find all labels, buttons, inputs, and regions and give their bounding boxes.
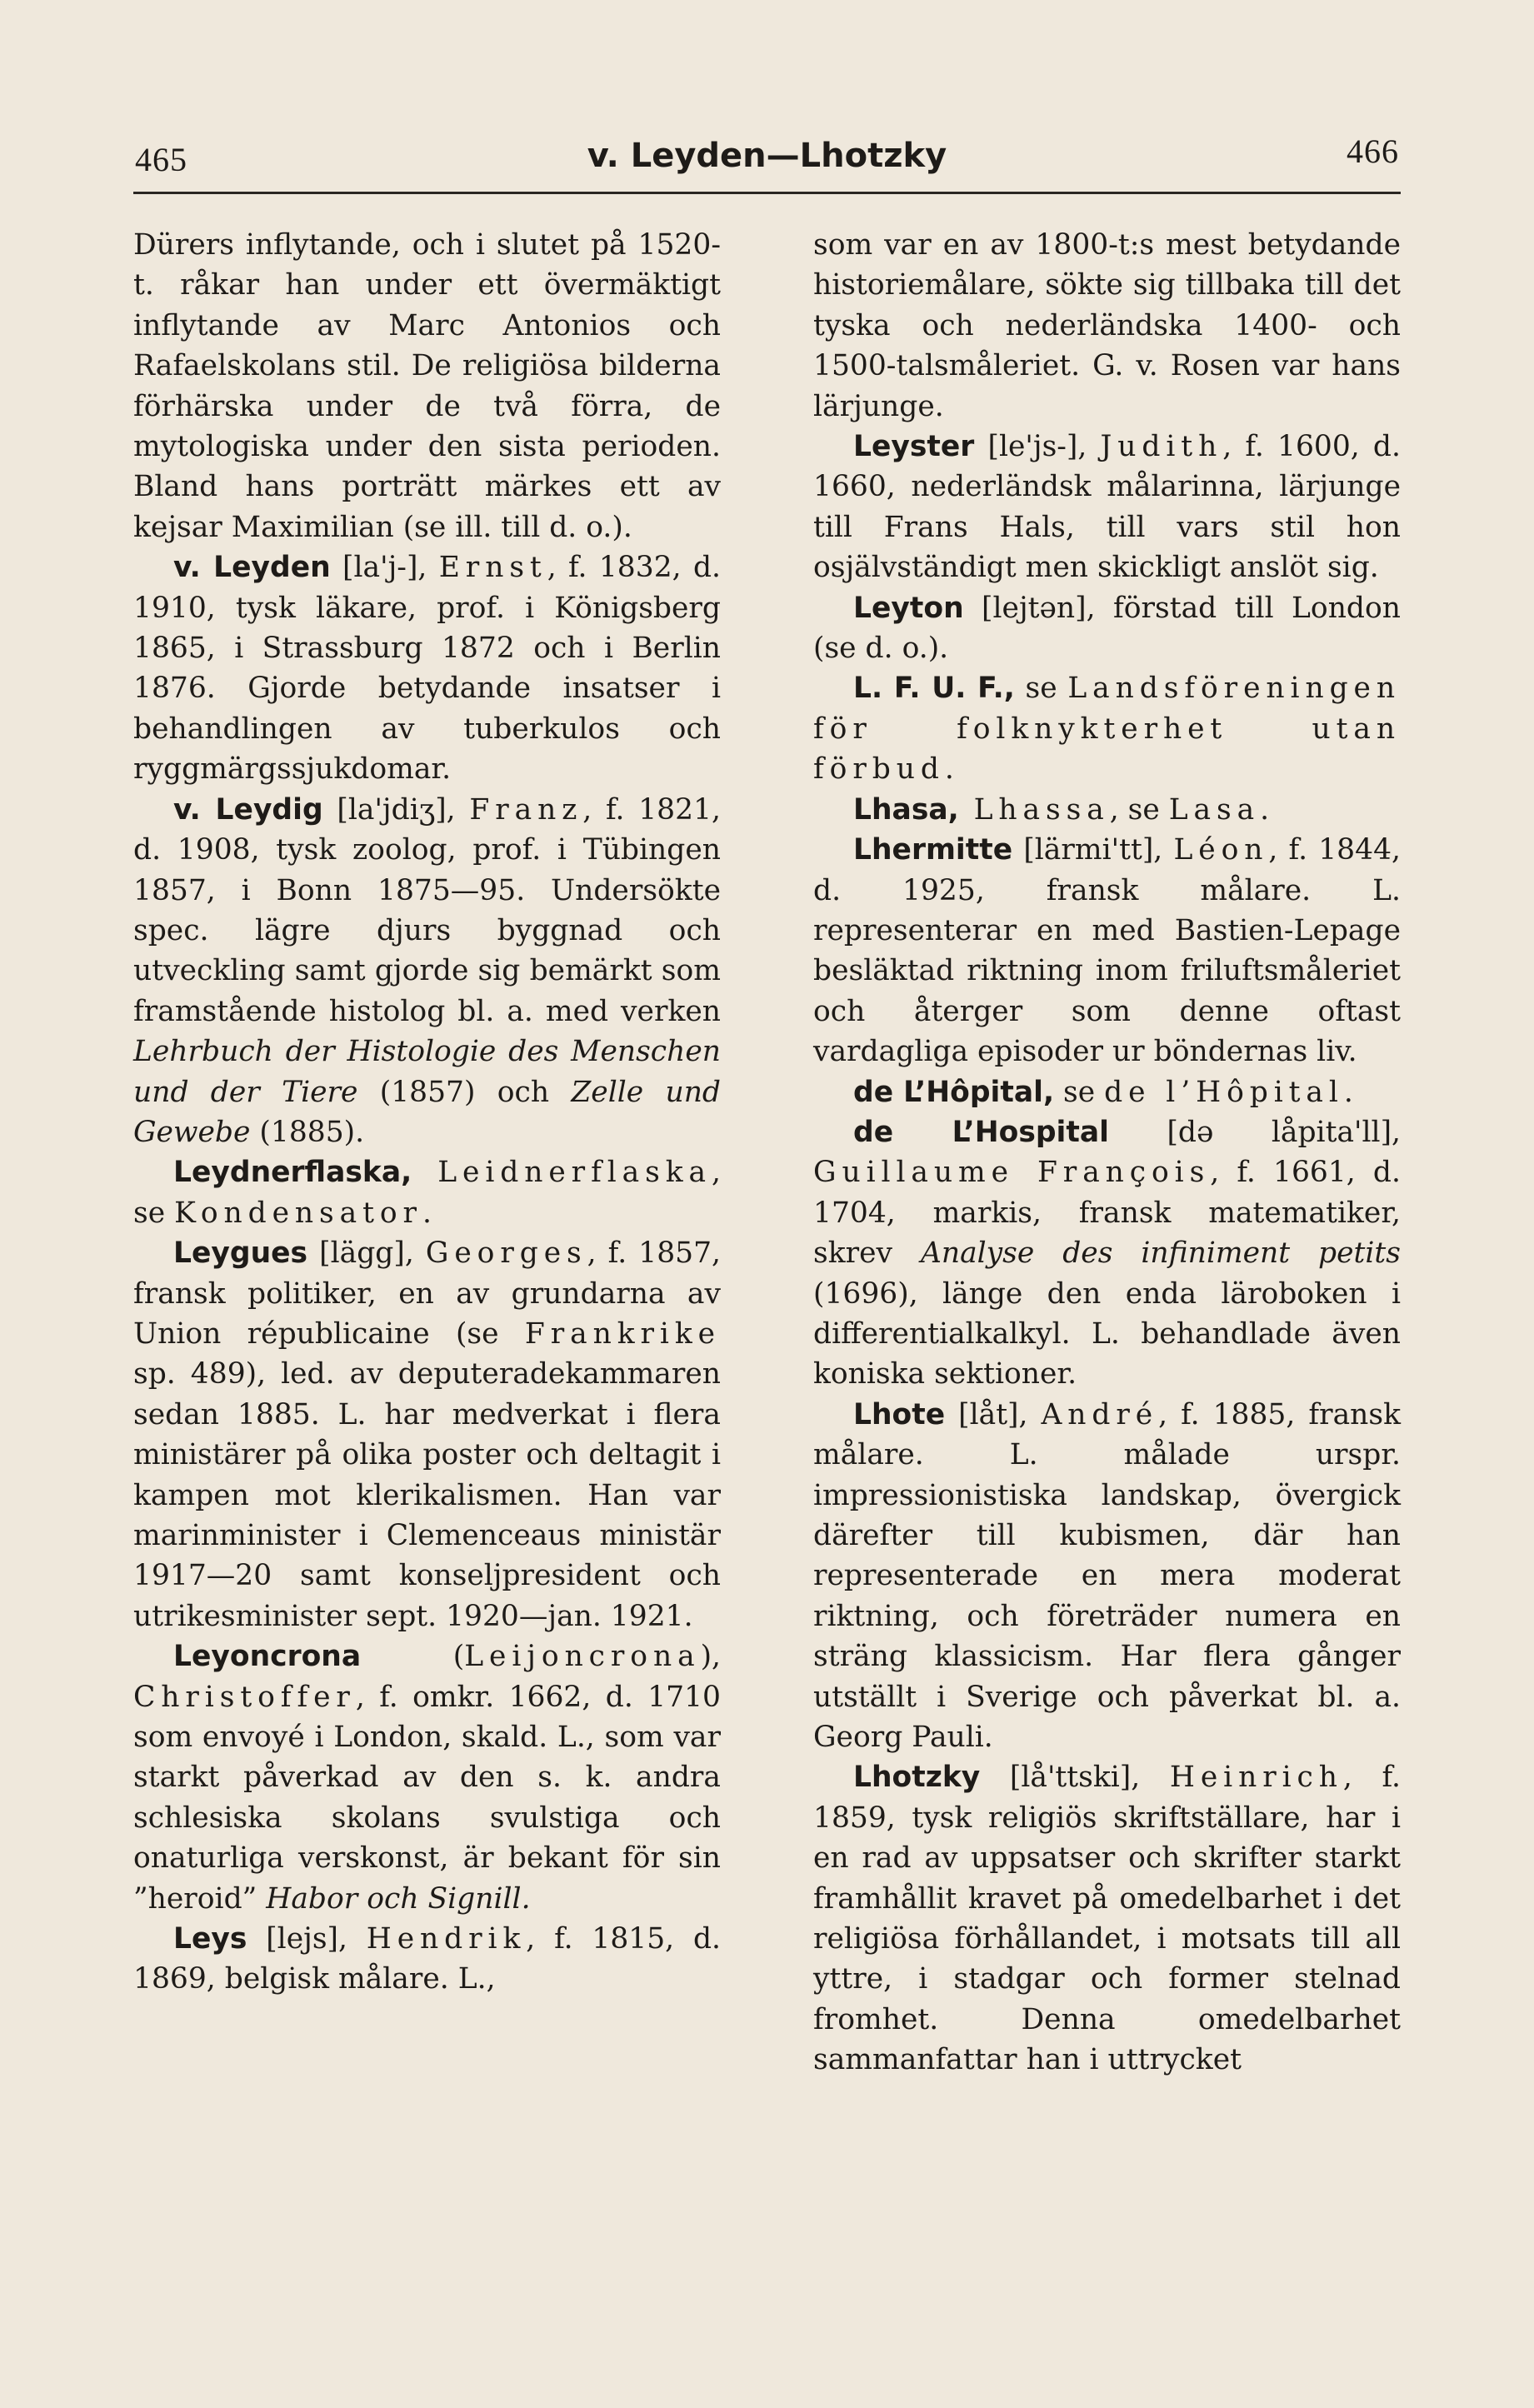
work-title: Habor och Signill. [266, 1881, 531, 1916]
given-name: Hendrik [366, 1922, 527, 1956]
headword: v. Leydig [173, 792, 323, 827]
entry-body: , f. 1832, d. 1910, tysk läkare, prof. i Königsberg 1865, i Strassburg 1872 och i Berlin 1876. Gjorde betydande insatser i behandlingen av tuberkulos och ryggmärgssjukdomar. [133, 551, 721, 787]
entry-body: , f. omkr. 1662, d. 1710 som envoyé i London, skald. L., som var starkt påverkad av den s. k. andra schlesiska skolans svulstiga och onaturliga verskonst, är bekant för sin ”heroid” [133, 1680, 721, 1916]
running-title: v. Leyden—Lhotzky [587, 137, 947, 175]
pronunciation: [lägg], [307, 1236, 426, 1271]
punctuation: . [1260, 792, 1270, 827]
entry-de-l-hospital [813, 1112, 1401, 1395]
entry-body: , f. 1844, d. 1925, fransk målare. L. representerar en med Bastien-Lepage besläktad riktning inom friluftsmåleriet och återger som denne oftast vardagliga episoder ur böndernas liv. [813, 833, 1401, 1069]
given-name: Georges [425, 1236, 587, 1271]
pronunciation: [lå'ttski], [980, 1761, 1170, 1795]
headword: Leys [173, 1922, 247, 1956]
entry-v-leyden [133, 547, 721, 789]
pronunciation: [la'jdiʒ], [322, 792, 470, 827]
right-column [813, 225, 1401, 2258]
pronunciation: [lärmi'tt], [1012, 833, 1174, 867]
punctuation: ( [361, 1640, 465, 1674]
entry-de-l-hopital [813, 1072, 1401, 1112]
entry-leyoncrona [133, 1636, 721, 1919]
pronunciation: [le'js-], [974, 430, 1101, 464]
headword: L. F. U. F., [853, 672, 1015, 706]
headword: Leyoncrona [173, 1640, 362, 1674]
entry-body: , f. 1661, d. 1704, markis, fransk matematiker, skrev [813, 1156, 1401, 1271]
pronunciation: [də låpita'll], [1108, 1115, 1401, 1149]
headword: Lhote [853, 1397, 946, 1431]
page-number-left: 465 [135, 141, 187, 178]
entry-lhote [813, 1395, 1401, 1758]
given-name: Judith [1100, 430, 1223, 464]
see-text: se [1014, 672, 1068, 706]
entry-leyster [813, 427, 1401, 588]
given-name: Franz [469, 792, 583, 827]
see-text: , se [1109, 792, 1169, 827]
page-number-right: 466 [1347, 132, 1399, 170]
see-text: , se [133, 1156, 721, 1230]
variant-name: Leijoncrona [464, 1640, 701, 1674]
continuation-paragraph: Dürers inflytande, och i slutet på 1520-t. råkar han under ett övermäktigt inflytande av Marc Antonios och Rafaelskolans stil. De religiösa bilderna förhärska under de två förra, de mytologiska under den sista perioden. Bland hans porträtt märkes ett av kejsar Maximilian (se ill. till d. o.). [133, 228, 721, 544]
variant-name: Lhassa [958, 792, 1110, 827]
work-title: Zelle und Gewebe [133, 1075, 722, 1149]
entry-body: (1885). [250, 1115, 365, 1149]
entry-leyton [813, 588, 1401, 669]
entry-body: , f. 1859, tysk religiös skriftställare, har i en rad av uppsatser och skrifter starkt framhållit kravet på omedelbarhet i det religiösa förhållandet, i motsats till all yttre, i stadgar och former stelnad fromhet. Denna omedelbarhet sammanfattar han i uttrycket [813, 1761, 1401, 2077]
left-column [133, 225, 721, 2258]
text-columns [133, 225, 1401, 2258]
given-name: Ernst [438, 551, 547, 585]
punctuation: ), [700, 1640, 721, 1674]
punctuation: . [422, 1196, 432, 1230]
cross-reference: Frankrike [524, 1316, 721, 1351]
entry-body: sp. 489), led. av deputeradekammaren sedan 1885. L. har medverkat i flera ministärer på olika poster och deltagit i kampen mot klerikalismen. Han var marinminister i Clemenceaus ministär 1917—20 samt konseljpresident och utrikesminister sept. 1920—jan. 1921. [133, 1357, 721, 1633]
page-header [133, 125, 1401, 194]
headword: Lhermitte [853, 833, 1013, 867]
entry-body: , f. 1857, fransk politiker, en av grundarna av Union républicaine (se [133, 1236, 722, 1351]
entry-leys [133, 1919, 721, 2000]
see-text: se [1054, 1075, 1105, 1109]
headword: Leygues [173, 1236, 308, 1271]
pronunciation: [la'j-], [330, 551, 439, 585]
cross-reference: Landsföreningen för folknykterhet utan förbud [813, 672, 1401, 787]
given-name: Léon [1173, 833, 1269, 867]
headword: Leydnerflaska, [173, 1156, 412, 1190]
entry-leygues [133, 1233, 721, 1636]
pronunciation: [låt], [945, 1397, 1042, 1431]
punctuation: . [1343, 1075, 1353, 1109]
entry-body: , f. 1815, d. 1869, belgisk målare. L., [133, 1922, 721, 1996]
given-name: Heinrich [1169, 1761, 1343, 1795]
entry-v-leydig [133, 790, 721, 1153]
entry-lhasa [813, 790, 1401, 830]
entry-lhermitte [813, 830, 1401, 1072]
work-title: Lehrbuch der Histologie des Menschen und der Tiere [133, 1035, 721, 1109]
headword: de L’Hôpital, [853, 1075, 1055, 1109]
entry-body: [lejtən], förstad till London (se d. o.). [813, 591, 1401, 666]
entry-body: (1857) och [357, 1075, 572, 1109]
headword: Lhotzky [853, 1761, 981, 1795]
given-name: Guillaume François [813, 1156, 1211, 1190]
entry-body: , f. 1600, d. 1660, nederländsk målarinna, lärjunge till Frans Hals, till vars stil hon osjälvständigt men skickligt anslöt sig. [813, 430, 1401, 585]
headword: Lhasa, [853, 792, 959, 827]
cross-reference: de l’Hôpital [1104, 1075, 1344, 1109]
given-name: André [1041, 1397, 1159, 1431]
cross-reference: Kondensator [174, 1196, 422, 1230]
given-name: Christoffer [133, 1680, 356, 1714]
entry-lhotzky [813, 1757, 1401, 2080]
headword: v. Leyden [173, 551, 331, 585]
entry-leydnerflaska [133, 1152, 721, 1233]
entry-body: , f. 1821, d. 1908, tysk zoolog, prof. i Tübingen 1857, i Bonn 1875—95. Undersökte spec. lägre djurs byggnad och utveckling samt gjorde sig bemärkt som framstående histolog bl. a. med verken [133, 792, 721, 1028]
entry-body: , f. 1885, fransk målare. L. målade urspr. impressionistiska landskap, övergick därefter till kubismen, där han representerade en mera moderat riktning, och företräder numera en sträng klassicism. Har flera gånger utställt i Sverige och påverkat bl. a. Georg Pauli. [813, 1397, 1401, 1755]
entry-lfuf [813, 668, 1401, 789]
continuation-paragraph: som var en av 1800-t:s mest betydande historiemålare, sökte sig tillbaka till det tyska och nederländska 1400- och 1500-talsmåleriet. G. v. Rosen var hans lärjunge. [813, 228, 1401, 423]
pronunciation: [lejs], [247, 1922, 367, 1956]
headword: Leyster [853, 430, 975, 464]
headword: Leyton [853, 591, 964, 625]
variant-name: Leidnerflaska [412, 1156, 712, 1190]
work-title: Analyse des infiniment petits [920, 1236, 1401, 1271]
headword: de L’Hospital [853, 1115, 1109, 1149]
entry-body: (1696), länge den enda läroboken i differentialkalkyl. L. behandlade även koniska sektioner. [813, 1276, 1401, 1391]
punctuation: . [944, 752, 954, 787]
cross-reference: Lasa [1168, 792, 1261, 827]
